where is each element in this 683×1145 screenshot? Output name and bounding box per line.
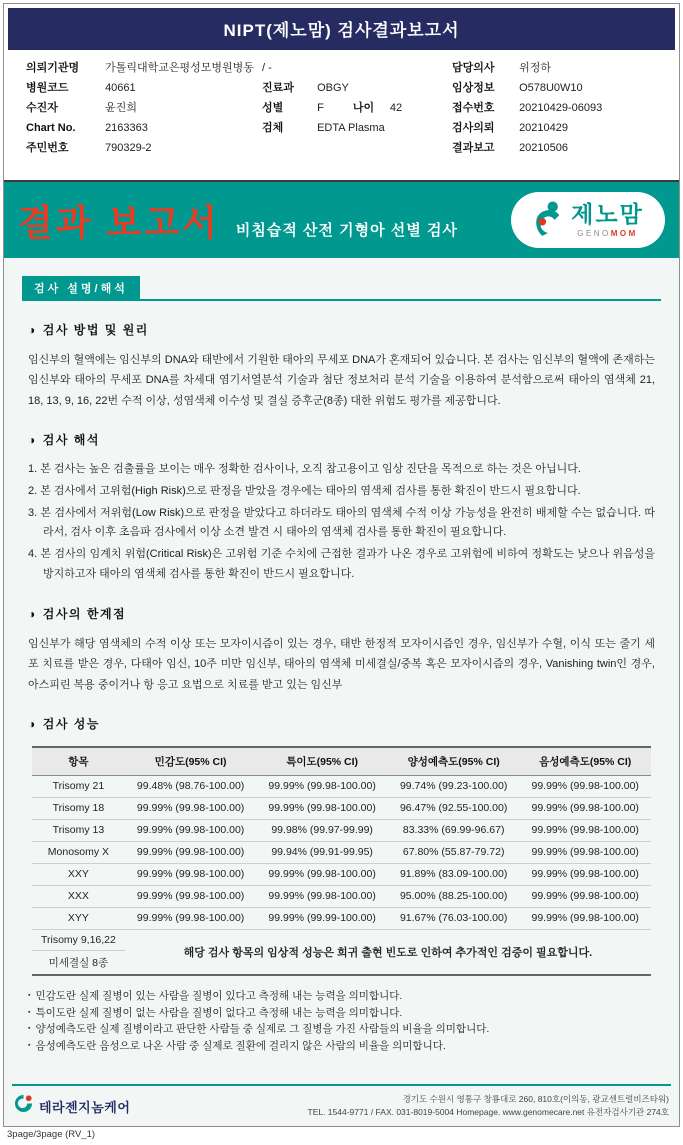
interpretation-item: 1. 본 검사는 높은 검출률을 보이는 매우 정확한 검사이나, 오직 참고용이고 임상 진단을 목적으로 하는 것은 아닙니다.	[28, 463, 581, 476]
logo-name: 제노맘	[571, 201, 644, 228]
report-page	[3, 3, 680, 1127]
field-clinical-info	[452, 78, 602, 98]
field-value: 가톨릭대학교은평성모병원병동	[105, 62, 254, 74]
field-label: 나이	[352, 102, 375, 114]
field-value: 윤진희	[105, 102, 137, 114]
result-banner-subtitle: 비침습적 산전 기형아 선별 검사	[235, 221, 458, 239]
table-row: XYY 99.99% (99.98-100.00) 99.99% (99.99-100.00) 91.67% (76.03-100.00) 99.99% (99.98-100.00)	[32, 907, 651, 929]
half-circle-icon: ◑	[28, 433, 37, 448]
note-line: ▪ 민감도란 실제 질병이 있는 사람을 질병이 있다고 측정해 내는 능력을 의미합니다.	[28, 989, 403, 1002]
report-title-bar	[8, 8, 675, 50]
company-name: 테라젠지놈케어	[39, 1099, 131, 1115]
note-line: ▪ 음성예측도란 음성으로 나온 사람 중 실제로 질환에 걸리지 않은 사람의 비율을 의미합니다.	[28, 1040, 446, 1053]
field-doctor	[452, 58, 602, 78]
genomom-logo-text	[571, 202, 644, 237]
section-method-body: 임신부의 혈액에는 임신부의 DNA와 태반에서 기원한 태아의 무세포 DNA가 혼재되어 있습니다. 본 검사는 임신부의 혈액에 존재하는 임신부와 태아의 무세포 DNA를 차세대 염기서열분석 기술과 첨단 정보처리 분석 기술을 이용하여 분석함으로써 태아의 염색체 21, 18, 13, 9, 16, 22번 수적 이상, 성염색체 이수성 및 결실 증후군(8종) 대한 위험도 평가를 제공합니다.	[28, 354, 655, 407]
table-row-trisomy-9-16-22: Trisomy 9,16,22 해당 검사 항목의 임상적 성능은 희귀 출현 빈도로 인하여 추가적인 검증이 필요합니다.	[32, 929, 651, 950]
table-special-note: 해당 검사 항목의 임상적 성능은 희귀 출현 빈도로 인하여 추가적인 검증이 필요합니다.	[125, 929, 651, 975]
result-banner-text	[18, 195, 458, 246]
field-value: EDTA Plasma	[317, 122, 385, 134]
col-header-npv: 음성예측도(95% CI)	[519, 747, 651, 776]
field-label: 검사의뢰	[452, 122, 495, 134]
section-limitations-body: 임신부가 해당 염색체의 수적 이상 또는 모자이시즘이 있는 경우, 태반 한정적 모자이시즘인 경우, 임신부가 수혈, 이식 또는 줄기 세포 치료를 받은 경우, 다태아 임신, 10주 미만 임신부, 태아의 염색체 미세결실/중복 혹은 모자이시즘의 경우, Vanishing twin인 경우, 아스피린 복용 중이거나 항 응고 요법으로 치료를 받고 있는 임신부	[28, 637, 655, 691]
half-circle-icon: ◑	[28, 606, 37, 621]
section-bar-label: 검사 설명/해석	[22, 276, 140, 299]
field-label: 진료과	[262, 82, 294, 94]
field-department	[262, 78, 402, 98]
section-method-title: ◑ 검사 방법 및 원리	[28, 323, 149, 337]
field-value: 40661	[105, 82, 136, 94]
half-circle-icon: ◑	[28, 323, 37, 337]
section-limitations-title: ◑ 검사의 한계점	[28, 606, 127, 621]
result-banner	[4, 180, 679, 258]
patient-info	[4, 50, 679, 180]
table-row: Trisomy 18 99.99% (99.98-100.00) 99.99% (99.98-100.00) 96.47% (92.55-100.00) 99.99% (99.98-100.00)	[32, 797, 651, 819]
table-row: Monosomy X 99.99% (99.98-100.00) 99.94% (99.91-99.95) 67.80% (55.87-79.72) 99.99% (99.98-100.00)	[32, 841, 651, 863]
report-footer	[4, 1084, 679, 1126]
table-row: Trisomy 21 99.48% (98.76-100.00) 99.99% (99.98-100.00) 99.74% (99.23-100.00) 99.99% (99.98-100.00)	[32, 775, 651, 797]
field-label: 의뢰기관명	[26, 62, 80, 74]
col-header-ppv: 양성예측도(95% CI)	[388, 747, 520, 776]
field-label: 검체	[262, 122, 284, 134]
logo-subtext: GENOMOM	[577, 228, 638, 238]
genomom-logo	[511, 192, 665, 248]
field-receipt-no	[452, 98, 602, 118]
col-header-item: 항목	[32, 747, 125, 776]
field-ssn	[26, 138, 254, 158]
half-circle-icon: ◑	[28, 716, 37, 731]
patient-info-col-right	[452, 58, 602, 158]
field-value: 42	[389, 102, 403, 114]
field-value: OBGY	[317, 82, 349, 94]
field-value: 20210506	[519, 142, 569, 154]
patient-info-col-left	[26, 58, 254, 158]
field-specimen	[262, 118, 402, 138]
mom-baby-icon	[532, 199, 564, 242]
interpretation-item: 3. 본 검사에서 저위험(Low Risk)으로 판정을 받았다고 하더라도 태아의 염색체 수적 이상 가능성을 완전히 배제할 수는 없습니다. 따라서, 검사 이후 초음파 검사에서 이상 소견 발견 시 태아의 염색체 검사를 통한 확진이 필요합니다.	[28, 506, 655, 539]
report-title: NIPT(제노맘) 검사결과보고서	[223, 21, 460, 40]
company-address: 경기도 수원시 영통구 창룡대로 260, 810호(이의동, 광교센트럴비즈타워)	[402, 1093, 669, 1104]
field-label: 임상정보	[452, 82, 495, 94]
field-value: F	[317, 102, 324, 114]
field-org-extra	[262, 58, 402, 78]
field-report-date	[452, 138, 602, 158]
table-row: Trisomy 13 99.99% (99.98-100.00) 99.98% (99.97-99.99) 83.33% (69.99-96.67) 99.99% (99.98-100.00)	[32, 819, 651, 841]
field-label: 성별	[262, 102, 284, 114]
square-bullet-icon: ▪	[28, 1008, 31, 1016]
definition-notes	[28, 988, 655, 1055]
performance-table	[32, 746, 651, 976]
field-label: 주민번호	[26, 142, 69, 154]
section-performance-title: ◑ 검사 성능	[28, 716, 100, 731]
field-value: 2163363	[105, 122, 148, 134]
note-line: ▪ 특이도란 실제 질병이 없는 사람을 질병이 없다고 측정해 내는 능력을 의미합니다.	[28, 1006, 403, 1019]
note-line: ▪ 양성예측도란 실제 질병이라고 판단한 사람들 중 실제로 그 질병을 가진 사람들의 비율을 의미합니다.	[28, 1023, 490, 1036]
field-org	[26, 58, 254, 78]
table-header-row	[32, 747, 651, 776]
field-value: O578U0W10	[519, 82, 583, 94]
result-banner-title: 결과 보고서	[18, 201, 220, 243]
section-interpretation-title: ◑ 검사 해석	[28, 433, 100, 448]
field-request-date	[452, 118, 602, 138]
field-value: 790329-2	[105, 142, 152, 154]
company-contact	[308, 1093, 670, 1120]
table-row: XXY 99.99% (99.98-100.00) 99.99% (99.98-100.00) 91.89% (83.09-100.00) 99.99% (99.98-100.00)	[32, 863, 651, 885]
field-label: 결과보고	[452, 142, 495, 154]
field-label: 수진자	[26, 102, 58, 114]
col-header-sensitivity: 민감도(95% CI)	[125, 747, 257, 776]
field-chart-no	[26, 118, 254, 138]
square-bullet-icon: ▪	[28, 991, 31, 999]
field-value: / -	[262, 62, 272, 74]
interpretation-item: 2. 본 검사에서 고위험(High Risk)으로 판정을 받았을 경우에는 태아의 염색체 검사를 통한 확진이 반드시 필요합니다.	[28, 484, 581, 497]
field-label: 담당의사	[452, 62, 495, 74]
square-bullet-icon: ▪	[28, 1025, 31, 1033]
company-tel-homepage: TEL. 1544-9771 / FAX. 031-8019-5004 Homepage. www.genomecare.net 유전자검사기관 274호	[307, 1107, 669, 1118]
section-bar	[22, 276, 661, 301]
field-patient-name	[26, 98, 254, 118]
col-header-specificity: 특이도(95% CI)	[256, 747, 388, 776]
interpretation-item: 4. 본 검사의 임계치 위험(Critical Risk)은 고위험 기준 수치에 근접한 결과가 나온 경우로 고위험에 비하여 정확도는 낮으나 위음성을 방지하고자 태아의 염색체 검사를 통한 확진이 반드시 필요합니다.	[28, 548, 655, 581]
field-value: 위정하	[519, 62, 551, 74]
page-number: 3page/3page (RV_1)	[7, 1129, 96, 1140]
table-row: XXX 99.99% (99.98-100.00) 99.99% (99.98-100.00) 95.00% (88.25-100.00) 99.99% (99.98-100.00)	[32, 885, 651, 907]
table-row-microdeletion: 미세결실 8종	[32, 950, 651, 975]
field-value: 20210429-06093	[519, 102, 603, 114]
field-value: 20210429	[519, 122, 569, 134]
company-g-icon	[14, 1094, 33, 1118]
field-label: 접수번호	[452, 102, 495, 114]
interpretation-list	[28, 458, 655, 585]
patient-info-col-middle	[262, 58, 402, 138]
field-hospital-code	[26, 78, 254, 98]
field-label: 병원코드	[26, 82, 69, 94]
square-bullet-icon: ▪	[28, 1042, 31, 1050]
report-body	[4, 258, 679, 1126]
field-label: Chart No.	[26, 122, 76, 134]
company-logo	[14, 1094, 130, 1118]
field-sex-age	[262, 98, 402, 118]
